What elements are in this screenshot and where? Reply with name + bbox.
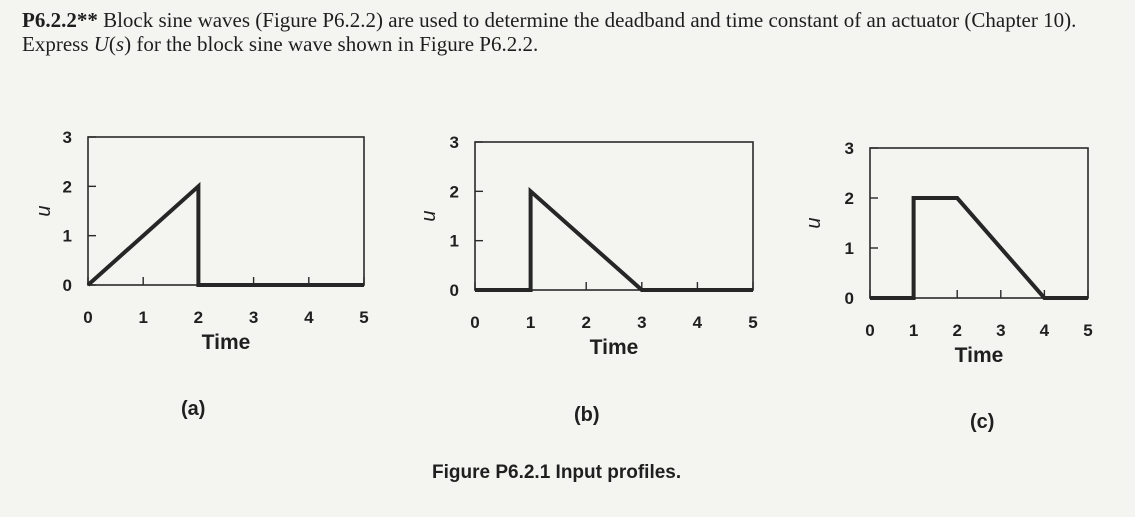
problem-statement: [22, 8, 1122, 56]
panel-label-c: (c): [970, 411, 995, 433]
y-axis-label: u: [803, 217, 825, 229]
figure-caption: Figure P6.2.1 Input profiles.: [432, 462, 682, 483]
y-tick-label: 2: [844, 189, 854, 208]
y-tick-label: 2: [449, 182, 459, 202]
x-tick-label: 5: [748, 313, 758, 332]
y-tick-label: 0: [844, 289, 854, 308]
y-tick-label: 0: [62, 276, 72, 295]
x-axis-label: Time: [589, 336, 639, 359]
y-tick-label: 3: [449, 133, 459, 152]
y-tick-label: 3: [62, 128, 72, 147]
y-tick-label: 1: [844, 239, 854, 258]
x-tick-label: 1: [138, 308, 148, 327]
plot-b: [415, 125, 785, 380]
x-tick-label: 0: [83, 308, 93, 327]
x-tick-label: 4: [1039, 321, 1050, 340]
problem-var-s: s: [115, 32, 125, 56]
plot-a: [30, 120, 390, 370]
x-axis-label: Time: [201, 331, 251, 354]
x-tick-label: 3: [996, 321, 1006, 340]
x-tick-label: 4: [304, 308, 314, 327]
y-axis-label: u: [418, 210, 440, 222]
y-axis-label: u: [33, 205, 55, 217]
x-tick-label: 3: [637, 313, 647, 332]
y-tick-label: 1: [449, 231, 459, 251]
series-line: [88, 186, 364, 285]
x-tick-label: 5: [359, 308, 369, 327]
problem-text-part-2: (: [108, 32, 116, 56]
x-tick-label: 1: [908, 321, 919, 340]
problem-text-part-1: Block sine waves (Figure P6.2.2) are used to determine the deadband and time constant of an actuator (Chapter 10). Express: [22, 8, 1077, 56]
panel-label-a: (a): [181, 398, 206, 420]
y-tick-label: 1: [62, 226, 72, 246]
x-tick-label: 3: [248, 308, 259, 327]
x-tick-label: 2: [581, 313, 591, 332]
x-axis-label: Time: [954, 344, 1004, 367]
series-line: [870, 198, 1088, 298]
x-tick-label: 1: [525, 313, 536, 332]
problem-text-part-3: ) for the block sine wave shown in Figure P6.2.2.: [124, 32, 539, 56]
x-tick-label: 5: [1083, 321, 1093, 340]
y-tick-label: 0: [449, 281, 459, 300]
x-tick-label: 0: [470, 313, 480, 332]
x-tick-label: 0: [865, 321, 875, 340]
plot-c: [800, 128, 1135, 388]
y-tick-label: 3: [844, 139, 854, 158]
plot-frame: [88, 137, 364, 285]
series-line: [475, 191, 753, 290]
y-tick-label: 2: [62, 177, 72, 197]
x-tick-label: 2: [952, 321, 962, 340]
x-tick-label: 4: [692, 313, 703, 332]
problem-var-u: U: [93, 32, 109, 56]
problem-id: P6.2.2**: [22, 8, 98, 32]
panel-label-b: (b): [574, 404, 600, 426]
x-tick-label: 2: [193, 308, 204, 327]
